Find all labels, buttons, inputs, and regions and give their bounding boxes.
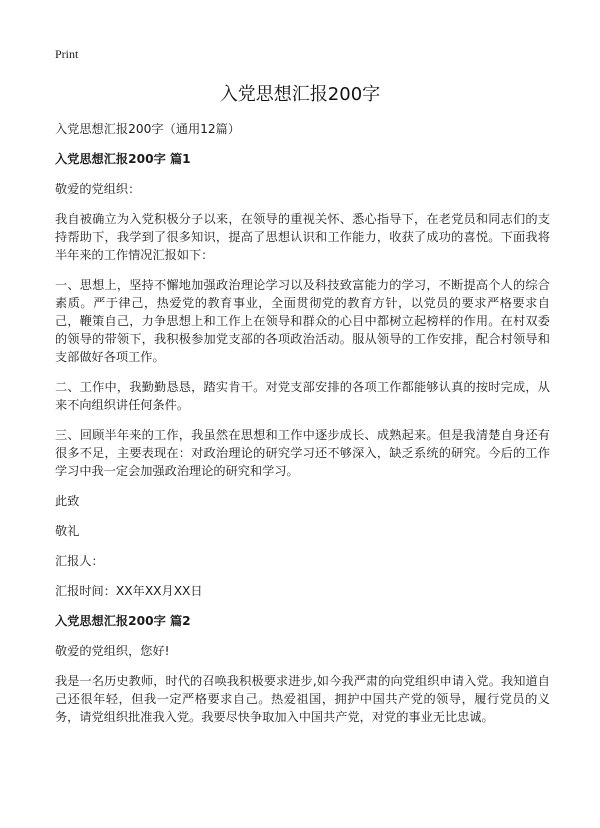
page-title: 入党思想汇报200字 <box>219 84 381 105</box>
article-1-paragraph: 三、回顾半年来的工作，我虽然在思想和工作中逐步成长、成熟起来。但是我清楚自身还有很多不足，主要表现在：对政治理论的研究学习还不够深入，缺乏系统的研究。今后的工作学习中我一定会加强政治理论的研究和学习。 <box>55 428 550 478</box>
article-1-closing-1: 此致 <box>55 494 80 508</box>
article-2-heading: 入党思想汇报200字 篇2 <box>55 614 191 628</box>
article-content <box>55 120 550 738</box>
article-1-closing-2: 敬礼 <box>55 524 80 538</box>
article-1-paragraph: 我自被确立为入党积极分子以来，在领导的重视关怀、悉心指导下，在老党员和同志们的支持帮助下，我学到了很多知识，提高了思想认识和工作能力，收获了成功的喜悦。下面我将半年来的工作情况汇报如下： <box>55 212 550 262</box>
article-1-report-time: 汇报时间：XX年XX月XX日 <box>55 584 203 598</box>
article-1-paragraph: 二、工作中，我勤勤恳恳，踏实肯干。对党支部安排的各项工作都能够认真的按时完成，从来不向组织讲任何条件。 <box>55 380 550 412</box>
article-1-reporter: 汇报人： <box>55 554 104 568</box>
article-1-salutation: 敬爱的党组织： <box>55 182 141 196</box>
article-2-salutation: 敬爱的党组织，您好! <box>55 644 170 658</box>
article-1-paragraph: 一、思想上，坚持不懈地加强政治理论学习以及科技致富能力的学习，不断提高个人的综合素质。严于律己，热爱党的教育事业，全面贯彻党的教育方针，以党员的要求严格要求自己，鞭策自己，力争思想上和工作上在领导和群众的心目中都树立起榜样的作用。在村双委的领导的带领下，我积极参加党支部的各项政治活动。服从领导的工作安排，配合村领导和支部做好各项工作。 <box>55 278 550 364</box>
document-subtitle: 入党思想汇报200字（通用12篇） <box>55 122 241 136</box>
print-link[interactable]: Print <box>55 47 79 61</box>
article-2-paragraph: 我是一名历史教师，时代的召唤我积极要求进步,如今我严肃的向党组织申请入党。我知道自己还很年轻，但我一定严格要求自己。热爱祖国，拥护中国共产党的领导，履行党员的义务，请党组织批准我入党。我要尽快争取加入中国共产党，对党的事业无比忠诚。 <box>55 674 550 724</box>
article-1-heading: 入党思想汇报200字 篇1 <box>55 152 191 166</box>
